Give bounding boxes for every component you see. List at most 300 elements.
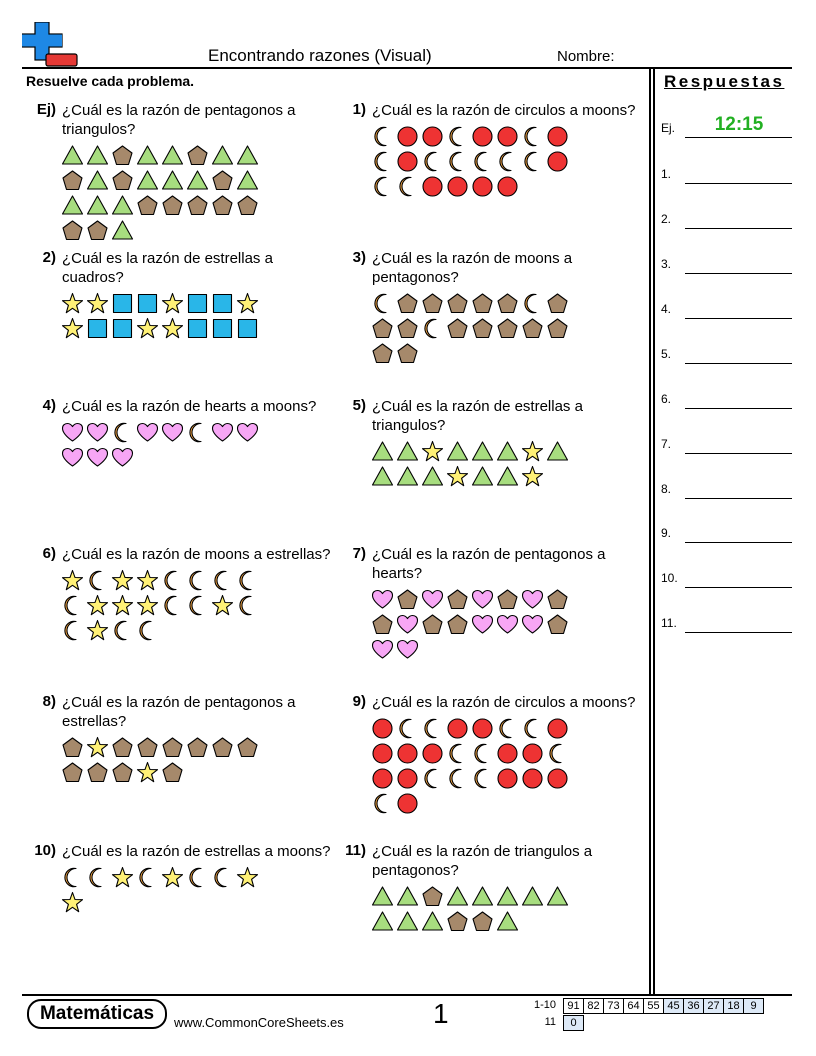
heart-icon	[470, 612, 495, 637]
problem	[336, 249, 636, 379]
answer-label: 9.	[661, 526, 672, 540]
pentagon-icon	[160, 735, 185, 760]
shape-group	[60, 568, 270, 643]
pentagon-icon	[60, 168, 85, 193]
score-cell: 27	[703, 998, 724, 1014]
problem	[336, 545, 636, 675]
moon-icon	[470, 766, 495, 791]
answer-label: 10.	[661, 571, 678, 585]
triangle-icon	[420, 909, 445, 934]
square-icon	[235, 316, 260, 341]
answer-line[interactable]	[685, 318, 792, 319]
circle-icon	[470, 174, 495, 199]
problem-number: 8)	[42, 693, 56, 710]
moon-icon	[445, 149, 470, 174]
problem-question: ¿Cuál es la razón de circulos a moons?	[372, 694, 636, 711]
circle-icon	[395, 766, 420, 791]
star-icon	[520, 439, 545, 464]
heart-icon	[495, 612, 520, 637]
square-icon	[210, 316, 235, 341]
moon-icon	[445, 124, 470, 149]
triangle-icon	[135, 143, 160, 168]
star-icon	[160, 291, 185, 316]
triangle-icon	[470, 464, 495, 489]
moon-icon	[185, 865, 210, 890]
circle-icon	[370, 766, 395, 791]
problem-question: ¿Cuál es la razón de estrellas a moons?	[62, 843, 331, 860]
triangle-icon	[235, 143, 260, 168]
moon-icon	[495, 716, 520, 741]
moon-icon	[545, 741, 570, 766]
star-icon	[85, 618, 110, 643]
triangle-icon	[395, 464, 420, 489]
header-divider	[22, 67, 792, 69]
answer-line[interactable]	[685, 183, 792, 184]
answer-line[interactable]	[685, 273, 792, 274]
moon-icon	[160, 593, 185, 618]
triangle-icon	[60, 193, 85, 218]
triangle-icon	[370, 464, 395, 489]
pentagon-icon	[395, 316, 420, 341]
answer-label: 1.	[661, 167, 672, 181]
problem-number: 2)	[42, 249, 56, 266]
problem	[26, 693, 326, 823]
pentagon-icon	[545, 587, 570, 612]
shape-group	[60, 420, 270, 470]
circle-icon	[420, 124, 445, 149]
pentagon-icon	[210, 193, 235, 218]
moon-icon	[520, 716, 545, 741]
heart-icon	[210, 420, 235, 445]
problem	[336, 101, 636, 231]
star-icon	[85, 735, 110, 760]
answer-row	[661, 252, 793, 274]
triangle-icon	[395, 884, 420, 909]
problem-number: 11)	[345, 842, 366, 859]
moon-icon	[60, 865, 85, 890]
problem	[26, 101, 326, 231]
moon-icon	[420, 149, 445, 174]
pentagon-icon	[445, 291, 470, 316]
pentagon-icon	[370, 341, 395, 366]
answer-row	[661, 611, 793, 633]
moon-icon	[210, 865, 235, 890]
heart-icon	[420, 587, 445, 612]
score-cell: 45	[663, 998, 684, 1014]
heart-icon	[370, 587, 395, 612]
triangle-icon	[470, 884, 495, 909]
pentagon-icon	[445, 587, 470, 612]
answer-row	[661, 432, 793, 454]
heart-icon	[85, 445, 110, 470]
star-icon	[135, 593, 160, 618]
square-icon	[110, 291, 135, 316]
answer-column-divider	[649, 68, 651, 995]
circle-icon	[495, 741, 520, 766]
answer-label: 7.	[661, 437, 672, 451]
problem-question: ¿Cuál es la razón de hearts a moons?	[62, 398, 317, 415]
page-number: 1	[433, 998, 449, 1029]
answer-line[interactable]	[685, 498, 792, 499]
moon-icon	[445, 741, 470, 766]
triangle-icon	[445, 884, 470, 909]
score-cell: 36	[683, 998, 704, 1014]
problem	[26, 249, 326, 379]
triangle-icon	[235, 168, 260, 193]
answer-label: 6.	[661, 392, 672, 406]
pentagon-icon	[395, 291, 420, 316]
shape-group	[60, 143, 270, 243]
moon-icon	[420, 316, 445, 341]
answers-title: Respuestas	[664, 72, 785, 91]
square-icon	[110, 316, 135, 341]
shape-group	[60, 291, 270, 341]
moon-icon	[470, 149, 495, 174]
triangle-icon	[395, 439, 420, 464]
shape-group	[370, 291, 580, 366]
triangle-icon	[395, 909, 420, 934]
pentagon-icon	[420, 291, 445, 316]
pentagon-icon	[470, 316, 495, 341]
problem-question: ¿Cuál es la razón de triangulos a pentagonos?	[372, 843, 593, 879]
moon-icon	[210, 568, 235, 593]
shape-group	[370, 587, 580, 662]
triangle-icon	[470, 439, 495, 464]
answer-row	[661, 297, 793, 319]
heart-icon	[60, 420, 85, 445]
triangle-icon	[85, 193, 110, 218]
problem	[336, 397, 636, 527]
star-icon	[85, 291, 110, 316]
star-icon	[210, 593, 235, 618]
triangle-icon	[110, 218, 135, 243]
heart-icon	[520, 612, 545, 637]
problem-number: 3)	[352, 249, 366, 266]
footer-divider	[22, 994, 792, 996]
star-icon	[110, 568, 135, 593]
answer-label: 2.	[661, 212, 672, 226]
pentagon-icon	[210, 735, 235, 760]
triangle-icon	[60, 143, 85, 168]
answer-row	[661, 566, 793, 588]
score-cell: 18	[723, 998, 744, 1014]
answer-row	[661, 342, 793, 364]
answer-line[interactable]	[685, 137, 792, 138]
heart-icon	[160, 420, 185, 445]
circle-icon	[420, 741, 445, 766]
triangle-icon	[160, 168, 185, 193]
circle-icon	[370, 741, 395, 766]
star-icon	[60, 316, 85, 341]
triangle-icon	[495, 884, 520, 909]
problem-question: ¿Cuál es la razón de moons a estrellas?	[62, 546, 331, 563]
moon-icon	[370, 124, 395, 149]
star-icon	[135, 760, 160, 785]
triangle-icon	[85, 168, 110, 193]
problem-number: 1)	[352, 101, 366, 118]
pentagon-icon	[110, 168, 135, 193]
answer-row	[661, 162, 793, 184]
circle-icon	[395, 791, 420, 816]
circle-icon	[420, 174, 445, 199]
answer-line[interactable]	[685, 542, 792, 543]
pentagon-icon	[545, 291, 570, 316]
answer-line[interactable]	[685, 363, 792, 364]
star-icon	[60, 291, 85, 316]
shape-group	[370, 439, 580, 489]
problem	[26, 842, 331, 972]
pentagon-icon	[235, 193, 260, 218]
moon-icon	[185, 568, 210, 593]
circle-icon	[470, 124, 495, 149]
pentagon-icon	[445, 909, 470, 934]
square-icon	[185, 291, 210, 316]
pentagon-icon	[85, 218, 110, 243]
pentagon-icon	[420, 612, 445, 637]
moon-icon	[185, 420, 210, 445]
shape-group	[370, 124, 580, 199]
star-icon	[85, 593, 110, 618]
circle-icon	[545, 766, 570, 791]
square-icon	[185, 316, 210, 341]
pentagon-icon	[210, 168, 235, 193]
problem-question: ¿Cuál es la razón de pentagonos a hearts?	[372, 546, 606, 582]
answer-row	[661, 116, 793, 138]
heart-icon	[395, 612, 420, 637]
star-icon	[420, 439, 445, 464]
pentagon-icon	[60, 760, 85, 785]
score-row-label: 1-10	[533, 999, 556, 1011]
answer-row	[661, 477, 793, 499]
moon-icon	[135, 618, 160, 643]
circle-icon	[470, 716, 495, 741]
moon-icon	[370, 149, 395, 174]
site-url: www.CommonCoreSheets.es	[174, 1015, 344, 1030]
answer-value: 12:15	[714, 114, 764, 135]
pentagon-icon	[545, 316, 570, 341]
problem-number: 5)	[352, 397, 366, 414]
pentagon-icon	[470, 291, 495, 316]
circle-icon	[395, 124, 420, 149]
triangle-icon	[370, 909, 395, 934]
circle-icon	[395, 741, 420, 766]
shape-group	[370, 716, 580, 816]
star-icon	[160, 865, 185, 890]
star-icon	[60, 890, 85, 915]
triangle-icon	[210, 143, 235, 168]
star-icon	[110, 593, 135, 618]
triangle-icon	[495, 464, 520, 489]
triangle-icon	[495, 909, 520, 934]
instructions: Resuelve cada problema.	[26, 73, 195, 89]
circle-icon	[520, 766, 545, 791]
pentagon-icon	[235, 735, 260, 760]
name-label: Nombre:	[557, 48, 615, 65]
pentagon-icon	[110, 143, 135, 168]
moon-icon	[370, 291, 395, 316]
problem-number: 4)	[42, 397, 56, 414]
square-icon	[210, 291, 235, 316]
score-row-label: 11	[544, 1016, 556, 1028]
circle-icon	[495, 124, 520, 149]
problem	[26, 397, 326, 527]
moon-icon	[85, 865, 110, 890]
heart-icon	[470, 587, 495, 612]
answer-row	[661, 521, 793, 543]
shape-group	[370, 884, 580, 934]
pentagon-icon	[495, 291, 520, 316]
problem	[336, 693, 636, 823]
answer-label: 4.	[661, 302, 672, 316]
score-cell: 9	[743, 998, 764, 1014]
moon-icon	[445, 766, 470, 791]
moon-icon	[395, 716, 420, 741]
moon-icon	[85, 568, 110, 593]
moon-icon	[110, 420, 135, 445]
triangle-icon	[135, 168, 160, 193]
moon-icon	[60, 593, 85, 618]
heart-icon	[235, 420, 260, 445]
triangle-icon	[110, 193, 135, 218]
pentagon-icon	[420, 884, 445, 909]
score-cell: 64	[623, 998, 644, 1014]
pentagon-icon	[545, 612, 570, 637]
circle-icon	[520, 741, 545, 766]
problem-number: 10)	[34, 842, 56, 859]
circle-icon	[545, 716, 570, 741]
pentagon-icon	[135, 735, 160, 760]
circle-icon	[495, 174, 520, 199]
answer-line[interactable]	[685, 632, 792, 633]
triangle-icon	[185, 168, 210, 193]
triangle-icon	[545, 884, 570, 909]
problem-number: 9)	[352, 693, 366, 710]
answer-label: 11.	[661, 616, 677, 630]
worksheet-title: Encontrando razones (Visual)	[208, 46, 432, 65]
pentagon-icon	[85, 760, 110, 785]
pentagon-icon	[110, 735, 135, 760]
plus-minus-logo-icon	[22, 22, 78, 68]
problem-question: ¿Cuál es la razón de circulos a moons?	[372, 102, 636, 119]
score-cell: 91	[563, 998, 584, 1014]
heart-icon	[370, 637, 395, 662]
problem-number: Ej)	[36, 101, 56, 118]
answer-row	[661, 387, 793, 409]
moon-icon	[110, 618, 135, 643]
problem-question: ¿Cuál es la razón de pentagonos a triangulos?	[62, 102, 296, 138]
answer-label: Ej.	[661, 121, 676, 135]
star-icon	[135, 316, 160, 341]
problem-question: ¿Cuál es la razón de estrellas a cuadros?	[62, 250, 273, 286]
problem-question: ¿Cuál es la razón de pentagonos a estrellas?	[62, 694, 296, 730]
heart-icon	[135, 420, 160, 445]
square-icon	[85, 316, 110, 341]
pentagon-icon	[520, 316, 545, 341]
moon-icon	[420, 766, 445, 791]
moon-icon	[520, 291, 545, 316]
shape-group	[60, 735, 270, 785]
pentagon-icon	[160, 193, 185, 218]
heart-icon	[520, 587, 545, 612]
star-icon	[60, 568, 85, 593]
pentagon-icon	[60, 218, 85, 243]
moon-icon	[60, 618, 85, 643]
moon-icon	[235, 568, 260, 593]
triangle-icon	[445, 439, 470, 464]
moon-icon	[470, 741, 495, 766]
answer-line[interactable]	[685, 453, 792, 454]
pentagon-icon	[470, 909, 495, 934]
heart-icon	[60, 445, 85, 470]
triangle-icon	[370, 884, 395, 909]
circle-icon	[495, 766, 520, 791]
moon-icon	[235, 593, 260, 618]
triangle-icon	[495, 439, 520, 464]
score-cell: 0	[563, 1015, 584, 1031]
heart-icon	[395, 637, 420, 662]
pentagon-icon	[185, 143, 210, 168]
triangle-icon	[160, 143, 185, 168]
problem-question: ¿Cuál es la razón de estrellas a triangulos?	[372, 398, 583, 434]
problem-number: 7)	[352, 545, 366, 562]
answer-column-divider-inner	[653, 68, 655, 995]
problem	[26, 545, 331, 675]
answer-row	[661, 207, 793, 229]
answer-line[interactable]	[685, 228, 792, 229]
circle-icon	[370, 716, 395, 741]
moon-icon	[495, 149, 520, 174]
triangle-icon	[520, 884, 545, 909]
triangle-icon	[370, 439, 395, 464]
pentagon-icon	[495, 587, 520, 612]
pentagon-icon	[60, 735, 85, 760]
answer-line[interactable]	[685, 408, 792, 409]
circle-icon	[545, 124, 570, 149]
heart-icon	[110, 445, 135, 470]
pentagon-icon	[445, 612, 470, 637]
star-icon	[235, 865, 260, 890]
pentagon-icon	[160, 760, 185, 785]
moon-icon	[160, 568, 185, 593]
shape-group	[60, 865, 270, 915]
heart-icon	[85, 420, 110, 445]
circle-icon	[445, 716, 470, 741]
brand-badge: Matemáticas	[27, 999, 167, 1029]
triangle-icon	[85, 143, 110, 168]
answer-label: 8.	[661, 482, 672, 496]
circle-icon	[445, 174, 470, 199]
pentagon-icon	[495, 316, 520, 341]
moon-icon	[185, 593, 210, 618]
answer-line[interactable]	[685, 587, 792, 588]
triangle-icon	[545, 439, 570, 464]
answer-label: 3.	[661, 257, 672, 271]
star-icon	[520, 464, 545, 489]
moon-icon	[520, 149, 545, 174]
star-icon	[160, 316, 185, 341]
moon-icon	[420, 716, 445, 741]
pentagon-icon	[185, 735, 210, 760]
square-icon	[135, 291, 160, 316]
moon-icon	[135, 865, 160, 890]
pentagon-icon	[395, 341, 420, 366]
score-cell: 82	[583, 998, 604, 1014]
answer-label: 5.	[661, 347, 672, 361]
problem-number: 6)	[42, 545, 56, 562]
triangle-icon	[420, 464, 445, 489]
pentagon-icon	[135, 193, 160, 218]
score-cell: 55	[643, 998, 664, 1014]
